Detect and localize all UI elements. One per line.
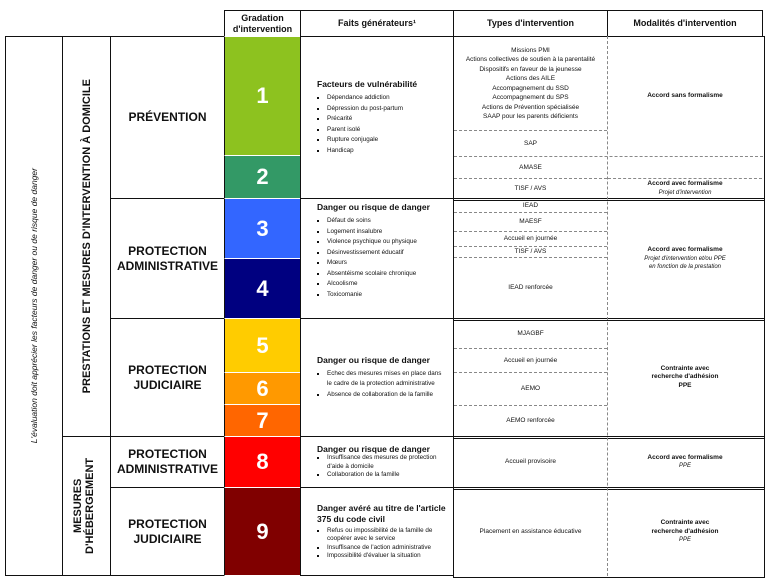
section-label: PROTECTION ADMINISTRATIVE (116, 447, 219, 476)
faits-title: Danger ou risque de danger (317, 444, 430, 455)
level-number: 3 (256, 215, 269, 241)
level-7 (224, 404, 301, 437)
modalite-note: PPE (678, 463, 691, 470)
type-amase (454, 156, 763, 178)
faits-item: ▪ Insuffisance de l'action administrative (327, 544, 447, 553)
type-accueil-journee-2 (454, 348, 607, 372)
level-8 (224, 436, 301, 488)
header-text: Types d'intervention (487, 18, 574, 28)
faits-judiciaire (300, 318, 454, 437)
faits-item: ▪ Absence de collaboration de la famille (327, 390, 447, 401)
type-label: Actions collectives de soutien à la parentalité (465, 56, 596, 63)
faits-item: ▪ Alcoolisme (327, 279, 417, 290)
type-tisf-2 (454, 246, 607, 257)
section-prevention (110, 36, 225, 199)
type-label: SAAP pour les parents déficients (483, 113, 578, 120)
faits-title: Facteurs de vulnérabilité (317, 79, 418, 89)
level-number: 6 (256, 375, 269, 401)
faits-item: ▪ Logement insalubre (327, 227, 417, 238)
section-label: PROTECTION JUDICIAIRE (128, 516, 207, 546)
modalite-4 (608, 319, 762, 436)
modalite-text: PPE (678, 381, 692, 389)
type-placement (454, 488, 607, 575)
type-label: SAP (523, 139, 537, 147)
header-text: Faits générateurs¹ (337, 18, 417, 28)
type-accueil-provisoire (454, 437, 607, 487)
type-label: MJAGBF (517, 329, 544, 337)
modalite-text: Accord sans formalisme (647, 92, 723, 100)
modalite-note: PPE (678, 537, 691, 543)
modalite-text: Accord avec formalisme (647, 246, 723, 254)
type-label: TISF / AVS (514, 184, 547, 192)
modalite-text: Contrainte avec (660, 519, 710, 526)
type-label: IEAD renforcée (508, 284, 553, 292)
header-gradation (224, 10, 301, 37)
faits-item: ▪ Collaboration de la famille (327, 471, 447, 480)
faits-item: ▪ Rupture conjugale (327, 135, 403, 146)
faits-prevention (300, 36, 454, 199)
type-mjagbf (454, 319, 607, 348)
level-9 (224, 487, 301, 576)
level-number: 8 (256, 449, 269, 474)
level-1 (224, 36, 301, 156)
evaluation-label: L'évaluation doit apprécier les facteurs de danger ou de risque de danger (29, 168, 39, 444)
faits-admin (300, 198, 454, 319)
level-number: 1 (256, 83, 269, 108)
modalite-text: recherche d'adhésion (651, 373, 719, 381)
modalite-2 (608, 178, 762, 198)
faits-item: ▪ Dépression du post-partum (327, 104, 403, 115)
faits-list (317, 216, 417, 300)
level-6 (224, 372, 301, 405)
faits-item: ▪ Précarité (327, 114, 403, 125)
faits-item: ▪ Echec des mesures mises en place dans le cadre de la protection administrative (327, 369, 447, 390)
type-label: AMASE (519, 163, 542, 171)
type-tisf (454, 178, 607, 198)
type-maesf (454, 212, 607, 231)
type-label: Accueil en journée (503, 235, 558, 243)
section-judiciaire (110, 318, 225, 437)
group-hebergement (62, 436, 111, 576)
faits-item: ▪ Handicap (327, 146, 403, 157)
faits-item: ▪ Parent isolé (327, 125, 403, 136)
faits-title: Danger ou risque de danger (317, 202, 430, 212)
type-label: MAESF (519, 218, 542, 226)
modalite-text: Accord avec formalisme (647, 180, 723, 188)
faits-title: Danger ou risque de danger (317, 354, 430, 365)
header-types (453, 10, 608, 37)
faits-item: ▪ Absentéisme scolaire chronique (327, 269, 417, 280)
type-label: Accompagnement du SSD (492, 84, 569, 92)
faits-list (317, 454, 447, 480)
modalite-text: recherche d'adhésion (651, 527, 719, 535)
section-label: PRÉVENTION (128, 110, 207, 124)
level-number: 4 (256, 275, 269, 301)
faits-item: ▪ Désinvestissement éducatif (327, 248, 417, 259)
type-label: Accueil provisoire (505, 458, 556, 466)
faits-item: ▪ Insuffisance des mesures de protection d'aide à domicile (327, 454, 447, 471)
group-label: MESURES D'HÉBERGEMENT (71, 457, 96, 555)
faits-judiciaire-hebergement (300, 487, 454, 576)
type-aemo (454, 372, 607, 405)
modalite-5 (608, 437, 762, 487)
section-label: PROTECTION JUDICIAIRE (128, 362, 207, 392)
faits-list (317, 93, 403, 156)
type-label: AEMO (520, 385, 541, 393)
faits-item: ▪ Toxicomanie (327, 290, 417, 301)
header-text: Gradation d'intervention (232, 12, 293, 34)
modalite-note: Projet d'intervention et/ou PPE (644, 255, 726, 262)
faits-item: ▪ Mœurs (327, 258, 417, 269)
type-aemo-renforcee (454, 405, 607, 436)
faits-list (317, 527, 447, 561)
level-number: 9 (256, 518, 269, 544)
section-admin (110, 198, 225, 319)
section-admin-hebergement (110, 436, 225, 488)
level-number: 7 (256, 407, 269, 433)
modalite-note: en fonction de la prestation (648, 263, 722, 270)
level-number: 5 (256, 332, 269, 358)
evaluation-label-cell (5, 36, 63, 576)
type-label: Actions de Prévention spécialisée (481, 103, 580, 111)
type-label: Dispositifs en faveur de la jeunesse (479, 65, 582, 73)
level-3 (224, 198, 301, 259)
group-label: PRESTATIONS ET MESURES D'INTERVENTION À DOMICILE (80, 79, 93, 394)
modalite-1 (608, 37, 762, 156)
level-5 (224, 318, 301, 373)
level-2 (224, 155, 301, 199)
header-modalites (607, 10, 763, 37)
type-label: Accompagnement du SPS (492, 94, 569, 101)
type-label: IEAD (522, 201, 539, 209)
type-label: Missions PMI (511, 46, 550, 54)
group-domicile (62, 36, 111, 437)
header-text: Modalités d'intervention (633, 18, 737, 28)
modalite-note: Projet d'intervention (658, 189, 712, 196)
type-label: Actions des AILE (505, 75, 556, 82)
faits-list (317, 369, 447, 401)
type-iead-renforcee (454, 257, 607, 318)
type-sap (454, 130, 607, 156)
type-iead (454, 199, 607, 212)
type-label: TISF / AVS (514, 248, 547, 256)
faits-title: Danger avéré au titre de l'article 375 du code civil (317, 502, 446, 524)
faits-item: ▪ Impossibilité d'évaluer la situation (327, 552, 447, 561)
types-prevention-list (454, 37, 607, 130)
section-judiciaire-hebergement (110, 487, 225, 576)
faits-item: ▪ Violence psychique ou physique (327, 237, 417, 248)
faits-item: ▪ Dépendance addiction (327, 93, 403, 104)
type-label: AEMO renforcée (506, 417, 555, 425)
modalite-text: Contrainte avec (660, 364, 710, 372)
type-label: Placement en assistance éducative (479, 527, 582, 535)
faits-item: ▪ Défaut de soins (327, 216, 417, 227)
header-faits (300, 10, 454, 37)
type-label: Accueil en journée (503, 356, 558, 364)
section-label: PROTECTION ADMINISTRATIVE (116, 243, 219, 273)
modalite-text: Accord avec formalisme (647, 453, 723, 461)
type-accueil-journee (454, 231, 607, 246)
modalite-6 (608, 488, 762, 575)
level-4 (224, 258, 301, 319)
modalite-3 (608, 199, 762, 318)
faits-admin-hebergement (300, 436, 454, 488)
level-number: 2 (256, 164, 269, 189)
faits-item: ▪ Refus ou impossibilité de la famille de coopérer avec le service (327, 527, 447, 544)
